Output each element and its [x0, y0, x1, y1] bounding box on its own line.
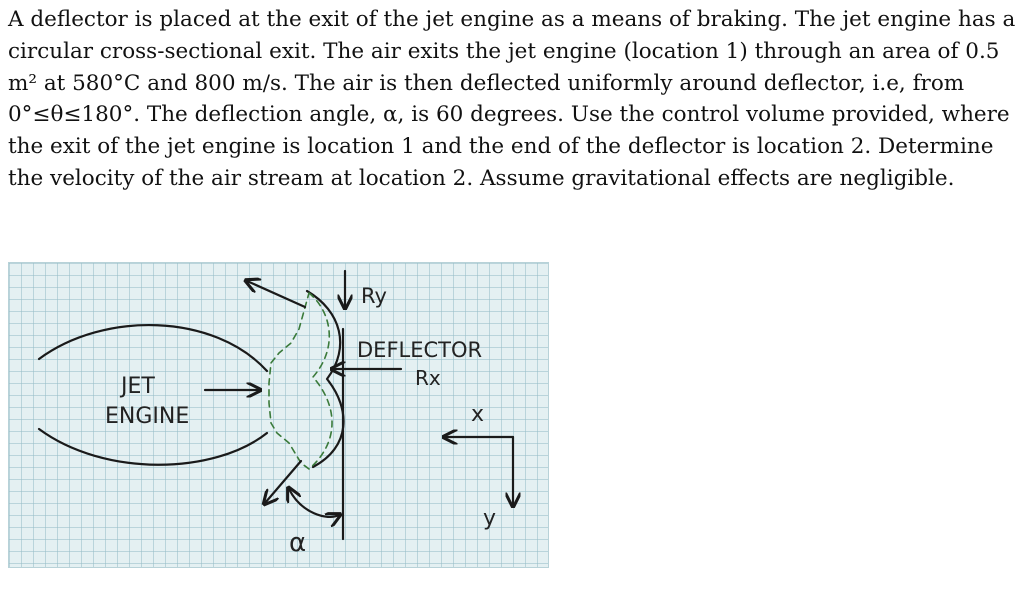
x-axis-label: x — [471, 402, 485, 427]
angle-label: α — [289, 528, 307, 558]
rx-label: Rx — [415, 366, 441, 390]
problem-statement: A deflector is placed at the exit of the jet engine as a means of braking. The jet engine has a circular cross-sectional exit. The air exits the jet engine (location 1) through an area of 0.5 m² at 580°C and 800 m/s. The air is then deflected uniformly around deflector, i.e, from 0°≤θ≤180°. The deflection angle, α, is 60 degrees. Use the control volume provided, where the exit of the jet engine is location 1 and the end of the deflector is location 2. Determine the velocity of the air stream at location 2. Assume gravitational effects are negligible. — [8, 7, 1016, 191]
angle-arc — [289, 489, 339, 517]
lower-deflected-arrow — [265, 461, 301, 503]
deflector-diagram — [8, 262, 549, 568]
deflector-shape — [307, 291, 344, 467]
deflector-label: DEFLECTOR — [357, 338, 483, 362]
engine-label-jet: JET — [121, 374, 155, 399]
engine-outline-bottom — [39, 429, 267, 465]
y-axis-label: y — [483, 506, 497, 531]
upper-deflected-arrow — [247, 281, 305, 307]
engine-label-engine: ENGINE — [105, 404, 190, 429]
control-volume — [269, 293, 332, 469]
diagram-drawing — [9, 263, 549, 568]
ry-label: Ry — [361, 284, 387, 308]
engine-outline-top — [39, 325, 267, 371]
